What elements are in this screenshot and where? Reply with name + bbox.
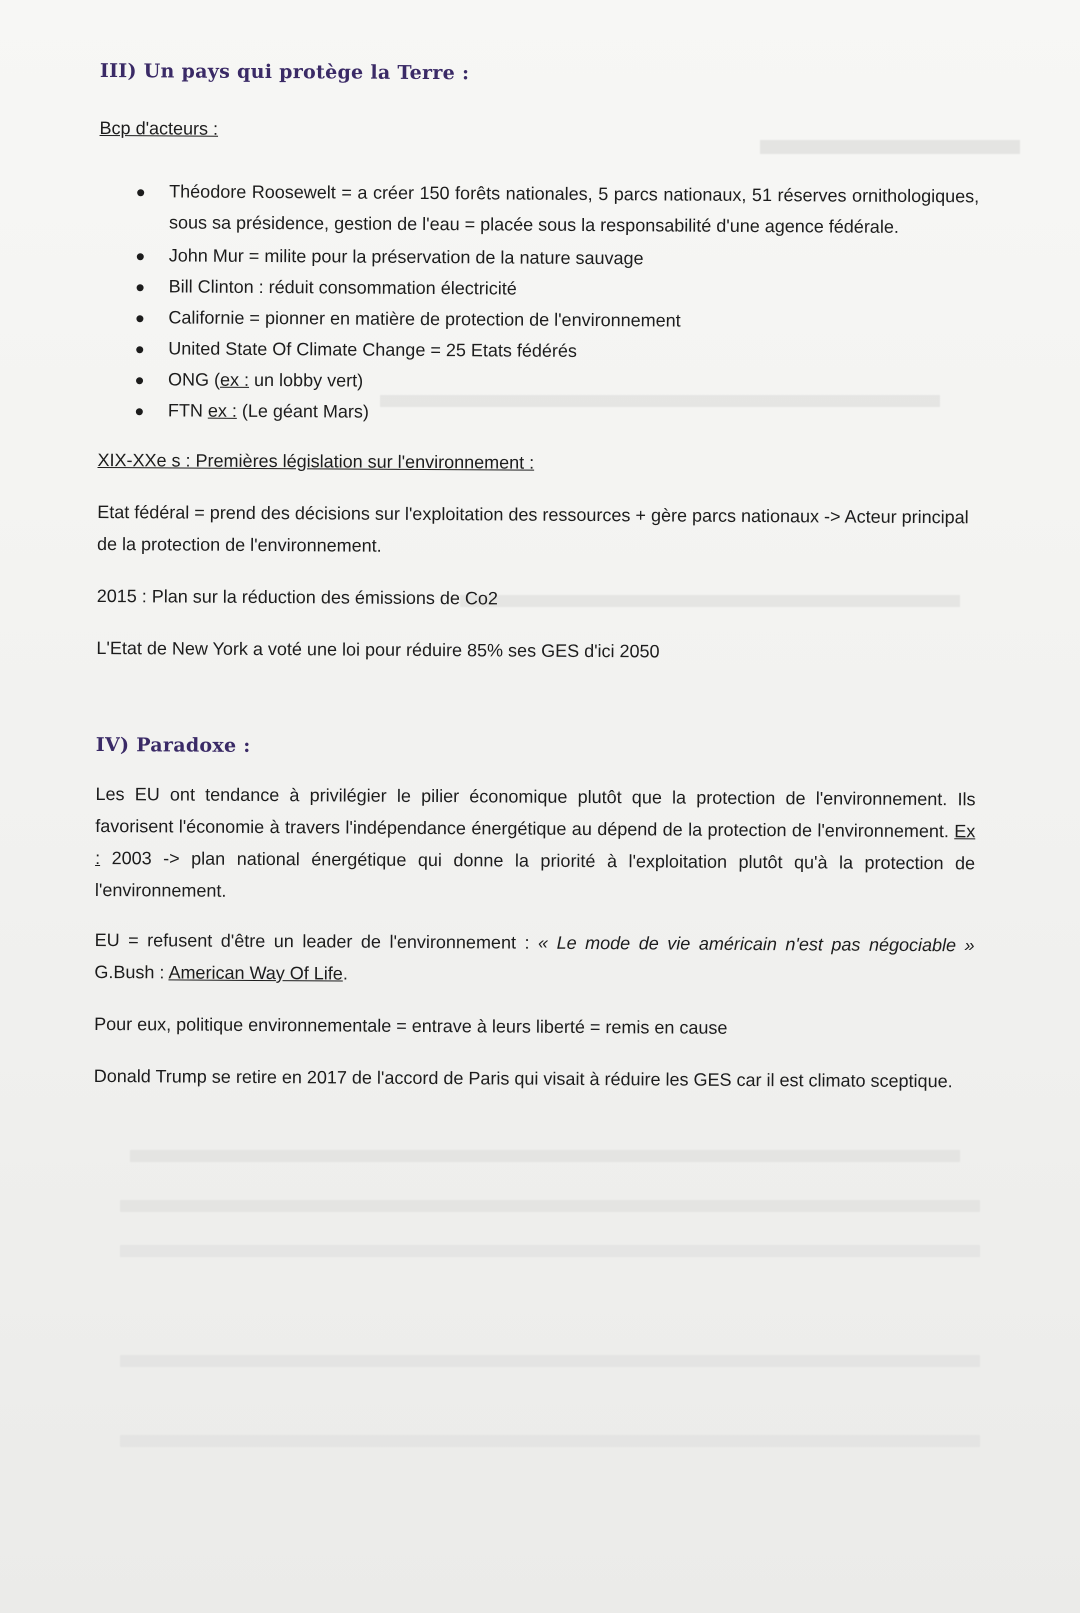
document-body <box>94 60 980 1097</box>
paradox-paragraph-4: Donald Trump se retire en 2017 de l'accord de Paris qui visait à réduire les GES car il est climato sceptique. <box>93 1065 953 1092</box>
bleed-through-decoration <box>130 1150 960 1162</box>
list-item: John Mur = milite pour la préservation de la nature sauvage <box>169 240 979 276</box>
list-item: United State Of Climate Change = 25 Etats fédérés <box>168 333 978 369</box>
bleed-through-decoration <box>120 1200 980 1212</box>
paradox-p2-start: EU = refusent d'être un leader de l'environnement : <box>94 929 539 953</box>
ong-prefix: ONG ( <box>167 369 221 390</box>
section-3-title: III) Un pays qui protège la Terre : <box>99 60 470 85</box>
actors-heading: Bcp d'acteurs : <box>99 117 219 139</box>
actors-list <box>98 176 980 431</box>
american-way-of-life: American Way Of Life <box>168 962 343 984</box>
new-york-paragraph: L'Etat de New York a voté une loi pour réduire 85% ses GES d'ici 2050 <box>96 637 660 662</box>
list-item: Bill Clinton : réduit consommation électricité <box>169 271 979 307</box>
example-label: Ex : <box>95 821 976 869</box>
ftn-prefix: FTN <box>167 400 208 421</box>
legislation-heading: XIX-XXe s : Premières législation sur l'environnement : <box>97 449 535 473</box>
ong-example-label: ex : <box>219 369 250 390</box>
paradox-p1-end: 2003 -> plan national énergétique qui donne la priorité à l'exploitation plutôt qu'à la protection de l'environnement. <box>94 848 976 901</box>
paradox-p1-start: Les EU ont tendance à privilégier le pilier économique plutôt que la protection de l'environnement. Ils favorisent l'économie à travers l'indépendance énergétique au dépend de la protection de l'environnement. <box>95 783 976 842</box>
bush-quote: « Le mode de vie américain n'est pas négociable » <box>538 932 975 956</box>
list-item <box>168 395 978 431</box>
paradox-p2-end: . <box>342 963 348 984</box>
list-item <box>168 364 978 400</box>
paradox-paragraph-3: Pour eux, politique environnementale = entrave à leurs liberté = remis en cause <box>94 1013 728 1038</box>
ong-rest: un lobby vert) <box>249 369 364 391</box>
bleed-through-decoration <box>120 1245 980 1257</box>
paradox-paragraph-1 <box>95 778 976 911</box>
federal-state-paragraph: Etat fédéral = prend des décisions sur l'exploitation des ressources + gère parcs nationaux -> Acteur principal de la protection de l'environnement. <box>96 501 969 556</box>
bleed-through-decoration <box>120 1435 980 1447</box>
list-item: Californie = pionner en matière de protection de l'environnement <box>168 302 978 338</box>
paradox-p2-mid: G.Bush : <box>94 961 169 983</box>
list-item: Théodore Roosewelt = a créer 150 forêts nationales, 5 parcs nationaux, 51 réserves ornithologiques, sous sa présidence, gestion de l'eau = placée sous la responsabilité d'une agence fédérale. <box>169 176 979 243</box>
section-4-title: IV) Paradoxe : <box>95 733 251 757</box>
ftn-example-label: ex : <box>207 400 237 421</box>
bleed-through-decoration <box>120 1355 980 1367</box>
ftn-rest: (Le géant Mars) <box>236 400 369 422</box>
paradox-paragraph-2 <box>94 924 974 993</box>
plan-2015-paragraph: 2015 : Plan sur la réduction des émissions de Co2 <box>96 585 499 609</box>
